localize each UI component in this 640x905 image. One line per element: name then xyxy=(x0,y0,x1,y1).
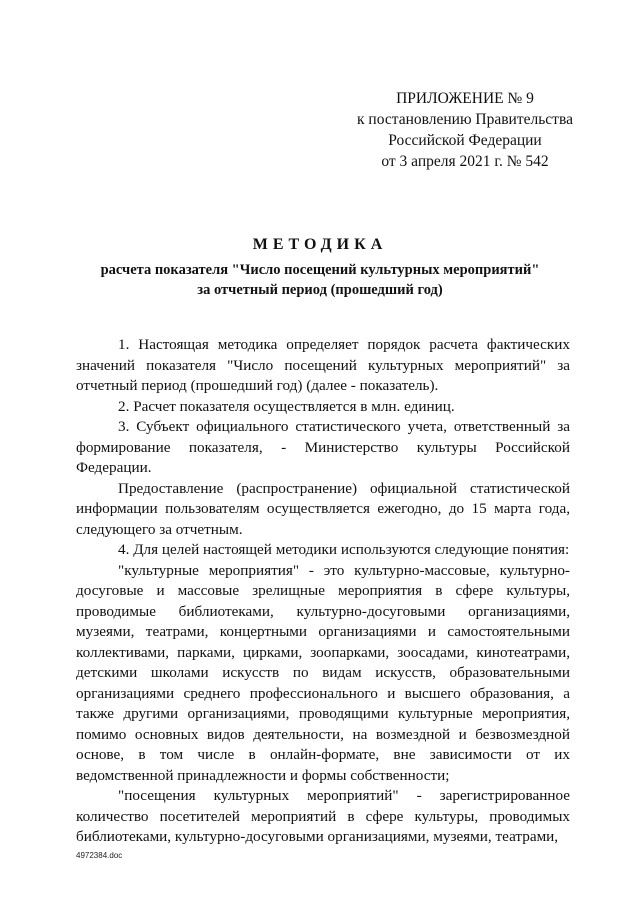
subtitle-line-1: расчета показателя "Число посещений культурных мероприятий" xyxy=(100,262,540,278)
paragraph-3: 3. Субъект официального статистического учета, ответственный за формирование показателя, - Министерство культуры Российской Федерации. xyxy=(76,418,570,476)
document-body xyxy=(76,335,570,848)
paragraph-6: "культурные мероприятия" - это культурно-массовые, культурно-досуговые и массовые зрелищные мероприятия в сфере культуры, проводимые библиотеками, культурно-досуговыми организациями, музеями, театрами, концертными организациями и самостоятельными коллективами, парками, цирками, зоопарками, зоосадами, кинотеатрами, детскими школами искусств по видам искусств, образовательными организациями среднего профессионального и высшего образования, а также другими организациями, проводящими культурные мероприятия, помимо основных видов деятельности, на возмездной и безвозмездной основе, в том числе в онлайн-формате, вне зависимости от их ведомственной принадлежности и формы собственности; xyxy=(76,561,570,784)
paragraph-4: Предоставление (распространение) официальной статистической информации пользователям осуществляется ежегодно, до 15 марта года, следующего за отчетным. xyxy=(76,479,570,538)
paragraph-5: 4. Для целей настоящей методики используются следующие понятия: xyxy=(118,541,570,558)
appendix-number: ПРИЛОЖЕНИЕ № 9 xyxy=(396,90,534,107)
paragraph-7: "посещения культурных мероприятий" - зарегистрированное количество посетителей мероприятий в сфере культуры, проводимых библиотеками, культурно-досуговыми организациями, музеями, театрами, xyxy=(76,787,570,845)
appendix-government: Российской Федерации xyxy=(388,132,542,149)
paragraph-1: 1. Настоящая методика определяет порядок расчета фактических значений показателя "Число посещений культурных мероприятий" за отчетный период (прошедший год) (далее - показатель). xyxy=(76,336,570,394)
paragraph-2: 2. Расчет показателя осуществляется в млн. единиц. xyxy=(118,397,455,415)
appendix-resolution: к постановлению Правительства xyxy=(357,111,573,128)
appendix-date: от 3 апреля 2021 г. № 542 xyxy=(381,153,549,170)
document-title: МЕТОДИКА xyxy=(252,236,388,253)
document-subtitle xyxy=(60,260,580,300)
appendix-header xyxy=(350,88,580,172)
file-reference: 4972384.doc xyxy=(76,851,123,860)
subtitle-line-2: за отчетный период (прошедший год) xyxy=(197,282,443,298)
